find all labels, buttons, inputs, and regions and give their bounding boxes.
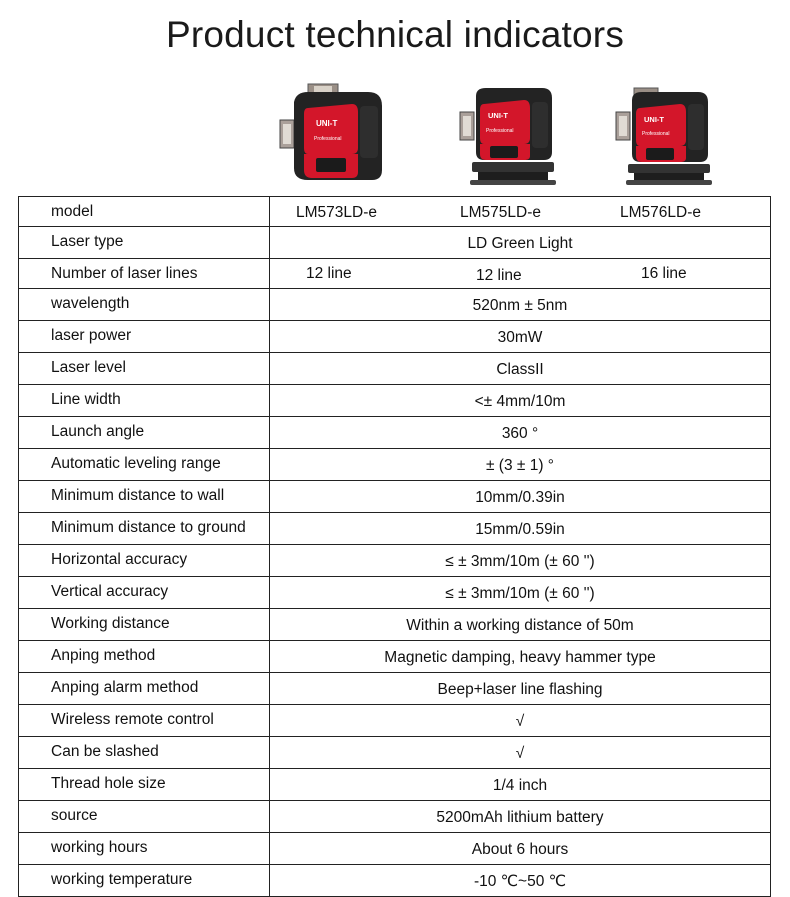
row-value: LD Green Light bbox=[270, 227, 771, 259]
row-value: 1/4 inch bbox=[270, 769, 771, 801]
laser-lines-lm576: 16 line bbox=[641, 265, 687, 282]
row-label: wavelength bbox=[19, 289, 270, 321]
product-brand-text: UNI-T bbox=[316, 119, 338, 128]
table-row bbox=[19, 417, 771, 449]
table-row bbox=[19, 545, 771, 577]
page-title: Product technical indicators bbox=[165, 14, 625, 55]
model-lm576: LM576LD-e bbox=[620, 204, 701, 221]
svg-text:UNI-T: UNI-T bbox=[644, 115, 664, 124]
row-label: Horizontal accuracy bbox=[19, 545, 270, 577]
product-image-lm575 bbox=[458, 82, 558, 186]
row-value: -10 ℃~50 ℃ bbox=[270, 865, 771, 897]
row-value: About 6 hours bbox=[270, 833, 771, 865]
table-row bbox=[19, 673, 771, 705]
row-value: Beep+laser line flashing bbox=[270, 673, 771, 705]
row-value: <± 4mm/10m bbox=[270, 385, 771, 417]
row-label: Laser level bbox=[19, 353, 270, 385]
row-value: ≤ ± 3mm/10m (± 60 '') bbox=[270, 545, 771, 577]
row-value: √ bbox=[270, 737, 771, 769]
row-value: √ bbox=[270, 705, 771, 737]
table-row bbox=[19, 801, 771, 833]
row-label: Number of laser lines bbox=[19, 259, 270, 289]
table-row bbox=[19, 481, 771, 513]
laser-lines-lm575: 12 line bbox=[476, 267, 522, 284]
table-row bbox=[19, 385, 771, 417]
row-label: Anping alarm method bbox=[19, 673, 270, 705]
table-row bbox=[19, 609, 771, 641]
row-label: Vertical accuracy bbox=[19, 577, 270, 609]
laser-lines-lm573: 12 line bbox=[306, 265, 352, 282]
row-value: 520nm ± 5nm bbox=[270, 289, 771, 321]
row-label: Wireless remote control bbox=[19, 705, 270, 737]
table-row bbox=[19, 865, 771, 897]
row-value: Magnetic damping, heavy hammer type bbox=[270, 641, 771, 673]
row-label: Minimum distance to ground bbox=[19, 513, 270, 545]
row-label: Line width bbox=[19, 385, 270, 417]
table-row-model bbox=[19, 197, 771, 227]
row-label: Launch angle bbox=[19, 417, 270, 449]
table-row bbox=[19, 289, 771, 321]
row-label: working hours bbox=[19, 833, 270, 865]
svg-text:UNI-T: UNI-T bbox=[488, 111, 508, 120]
row-label: Automatic leveling range bbox=[19, 449, 270, 481]
row-label: Working distance bbox=[19, 609, 270, 641]
row-value: ± (3 ± 1) ° bbox=[270, 449, 771, 481]
row-label: Minimum distance to wall bbox=[19, 481, 270, 513]
row-label: Can be slashed bbox=[19, 737, 270, 769]
row-value: 30mW bbox=[270, 321, 771, 353]
table-row bbox=[19, 321, 771, 353]
row-label: laser power bbox=[19, 321, 270, 353]
row-label: source bbox=[19, 801, 270, 833]
model-lm575: LM575LD-e bbox=[460, 204, 541, 221]
table-row bbox=[19, 513, 771, 545]
table-row bbox=[19, 737, 771, 769]
svg-text:Professional: Professional bbox=[642, 131, 670, 137]
row-value: 360 ° bbox=[270, 417, 771, 449]
table-row bbox=[19, 833, 771, 865]
table-row bbox=[19, 641, 771, 673]
row-label: model bbox=[19, 197, 270, 227]
row-value: Within a working distance of 50m bbox=[270, 609, 771, 641]
product-images bbox=[0, 82, 790, 192]
spec-table bbox=[18, 196, 771, 897]
product-image-lm573 bbox=[278, 82, 388, 186]
row-value: 15mm/0.59in bbox=[270, 513, 771, 545]
row-label: working temperature bbox=[19, 865, 270, 897]
product-image-lm576 bbox=[614, 82, 714, 186]
table-row bbox=[19, 227, 771, 259]
row-label: Anping method bbox=[19, 641, 270, 673]
row-value: 5200mAh lithium battery bbox=[270, 801, 771, 833]
table-row bbox=[19, 449, 771, 481]
row-value: ClassII bbox=[270, 353, 771, 385]
table-row-laser-lines bbox=[19, 259, 771, 289]
svg-text:Professional: Professional bbox=[486, 128, 514, 134]
row-value: ≤ ± 3mm/10m (± 60 '') bbox=[270, 577, 771, 609]
model-lm573: LM573LD-e bbox=[296, 204, 377, 221]
row-label: Thread hole size bbox=[19, 769, 270, 801]
table-row bbox=[19, 705, 771, 737]
row-label: Laser type bbox=[19, 227, 270, 259]
table-row bbox=[19, 353, 771, 385]
row-value: 10mm/0.39in bbox=[270, 481, 771, 513]
table-row bbox=[19, 577, 771, 609]
svg-text:Professional: Professional bbox=[314, 136, 342, 142]
table-row bbox=[19, 769, 771, 801]
